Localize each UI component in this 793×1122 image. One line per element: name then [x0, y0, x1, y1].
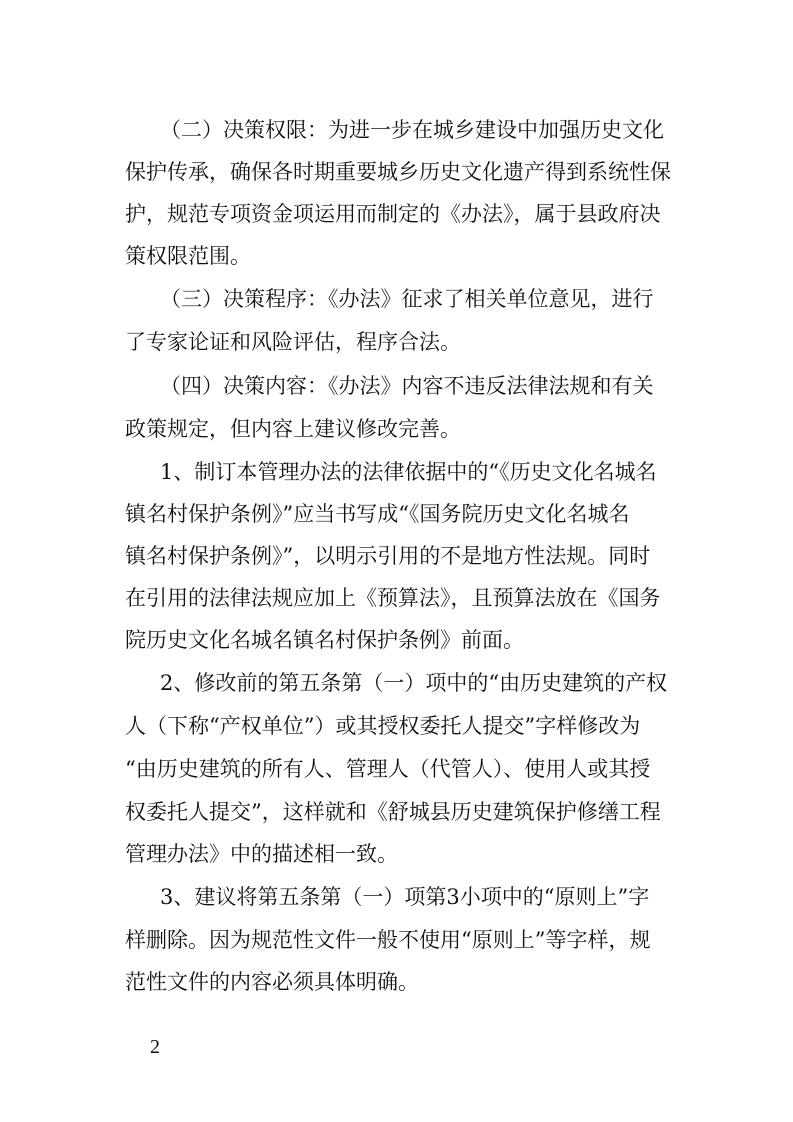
paragraph-decision-content-line-1: （四）决策内容：《办法》内容不违反法律法规和有关	[160, 374, 654, 398]
paragraph-decision-procedure-line-1: （三）决策程序：《办法》征求了相关单位意见，进行	[160, 287, 654, 311]
paragraph-item-3-line-1: 3、建议将第五条第（一）项第3小项中的“原则上”字	[160, 885, 650, 909]
paragraph-item-2-line-5: 管理办法》中的描述相一致。	[125, 842, 398, 866]
paragraph-item-2-line-2: 人（下称“产权单位”）或其授权委托人提交”字样修改为	[125, 714, 641, 738]
paragraph-decision-authority-line-2: 保护传承，确保各时期重要城乡历史文化遗产得到系统性保	[125, 160, 671, 184]
paragraph-decision-authority-line-4: 策权限范围。	[125, 244, 251, 268]
paragraph-item-2-line-1: 2、修改前的第五条第（一）项中的“由历史建筑的产权	[160, 671, 668, 695]
page-number: 2	[150, 1036, 160, 1058]
paragraph-decision-content-line-2: 政策规定，但内容上建议修改完善。	[125, 417, 461, 441]
paragraph-item-1-line-5: 院历史文化名城名镇名村保护条例》前面。	[125, 628, 524, 652]
paragraph-decision-authority-line-1: （二）决策权限：为进一步在城乡建设中加强历史文化	[160, 118, 664, 142]
paragraph-item-2-line-4: 权委托人提交”，这样就和《舒城县历史建筑保护修缮工程	[125, 800, 661, 824]
paragraph-item-1-line-1: 1、制订本管理办法的法律依据中的“《历史文化名城名	[160, 460, 657, 484]
paragraph-item-2-line-3: “由历史建筑的所有人、管理人（代管人）、使用人或其授	[125, 757, 651, 781]
paragraph-item-3-line-3: 范性文件的内容必须具体明确。	[125, 970, 419, 994]
paragraph-item-1-line-3: 镇名村保护条例》”，以明示引用的不是地方性法规。同时	[125, 544, 651, 568]
paragraph-item-3-line-2: 样删除。因为规范性文件一般不使用“原则上”等字样，规	[125, 928, 651, 952]
paragraph-decision-procedure-line-2: 了专家论证和风险评估，程序合法。	[125, 330, 461, 354]
paragraph-decision-authority-line-3: 护，规范专项资金项运用而制定的《办法》，属于县政府决	[125, 202, 661, 226]
paragraph-item-1-line-2: 镇名村保护条例》”应当书写成“《国务院历史文化名城名	[125, 502, 630, 526]
paragraph-item-1-line-4: 在引用的法律法规应加上《预算法》，且预算法放在《国务	[125, 586, 661, 610]
